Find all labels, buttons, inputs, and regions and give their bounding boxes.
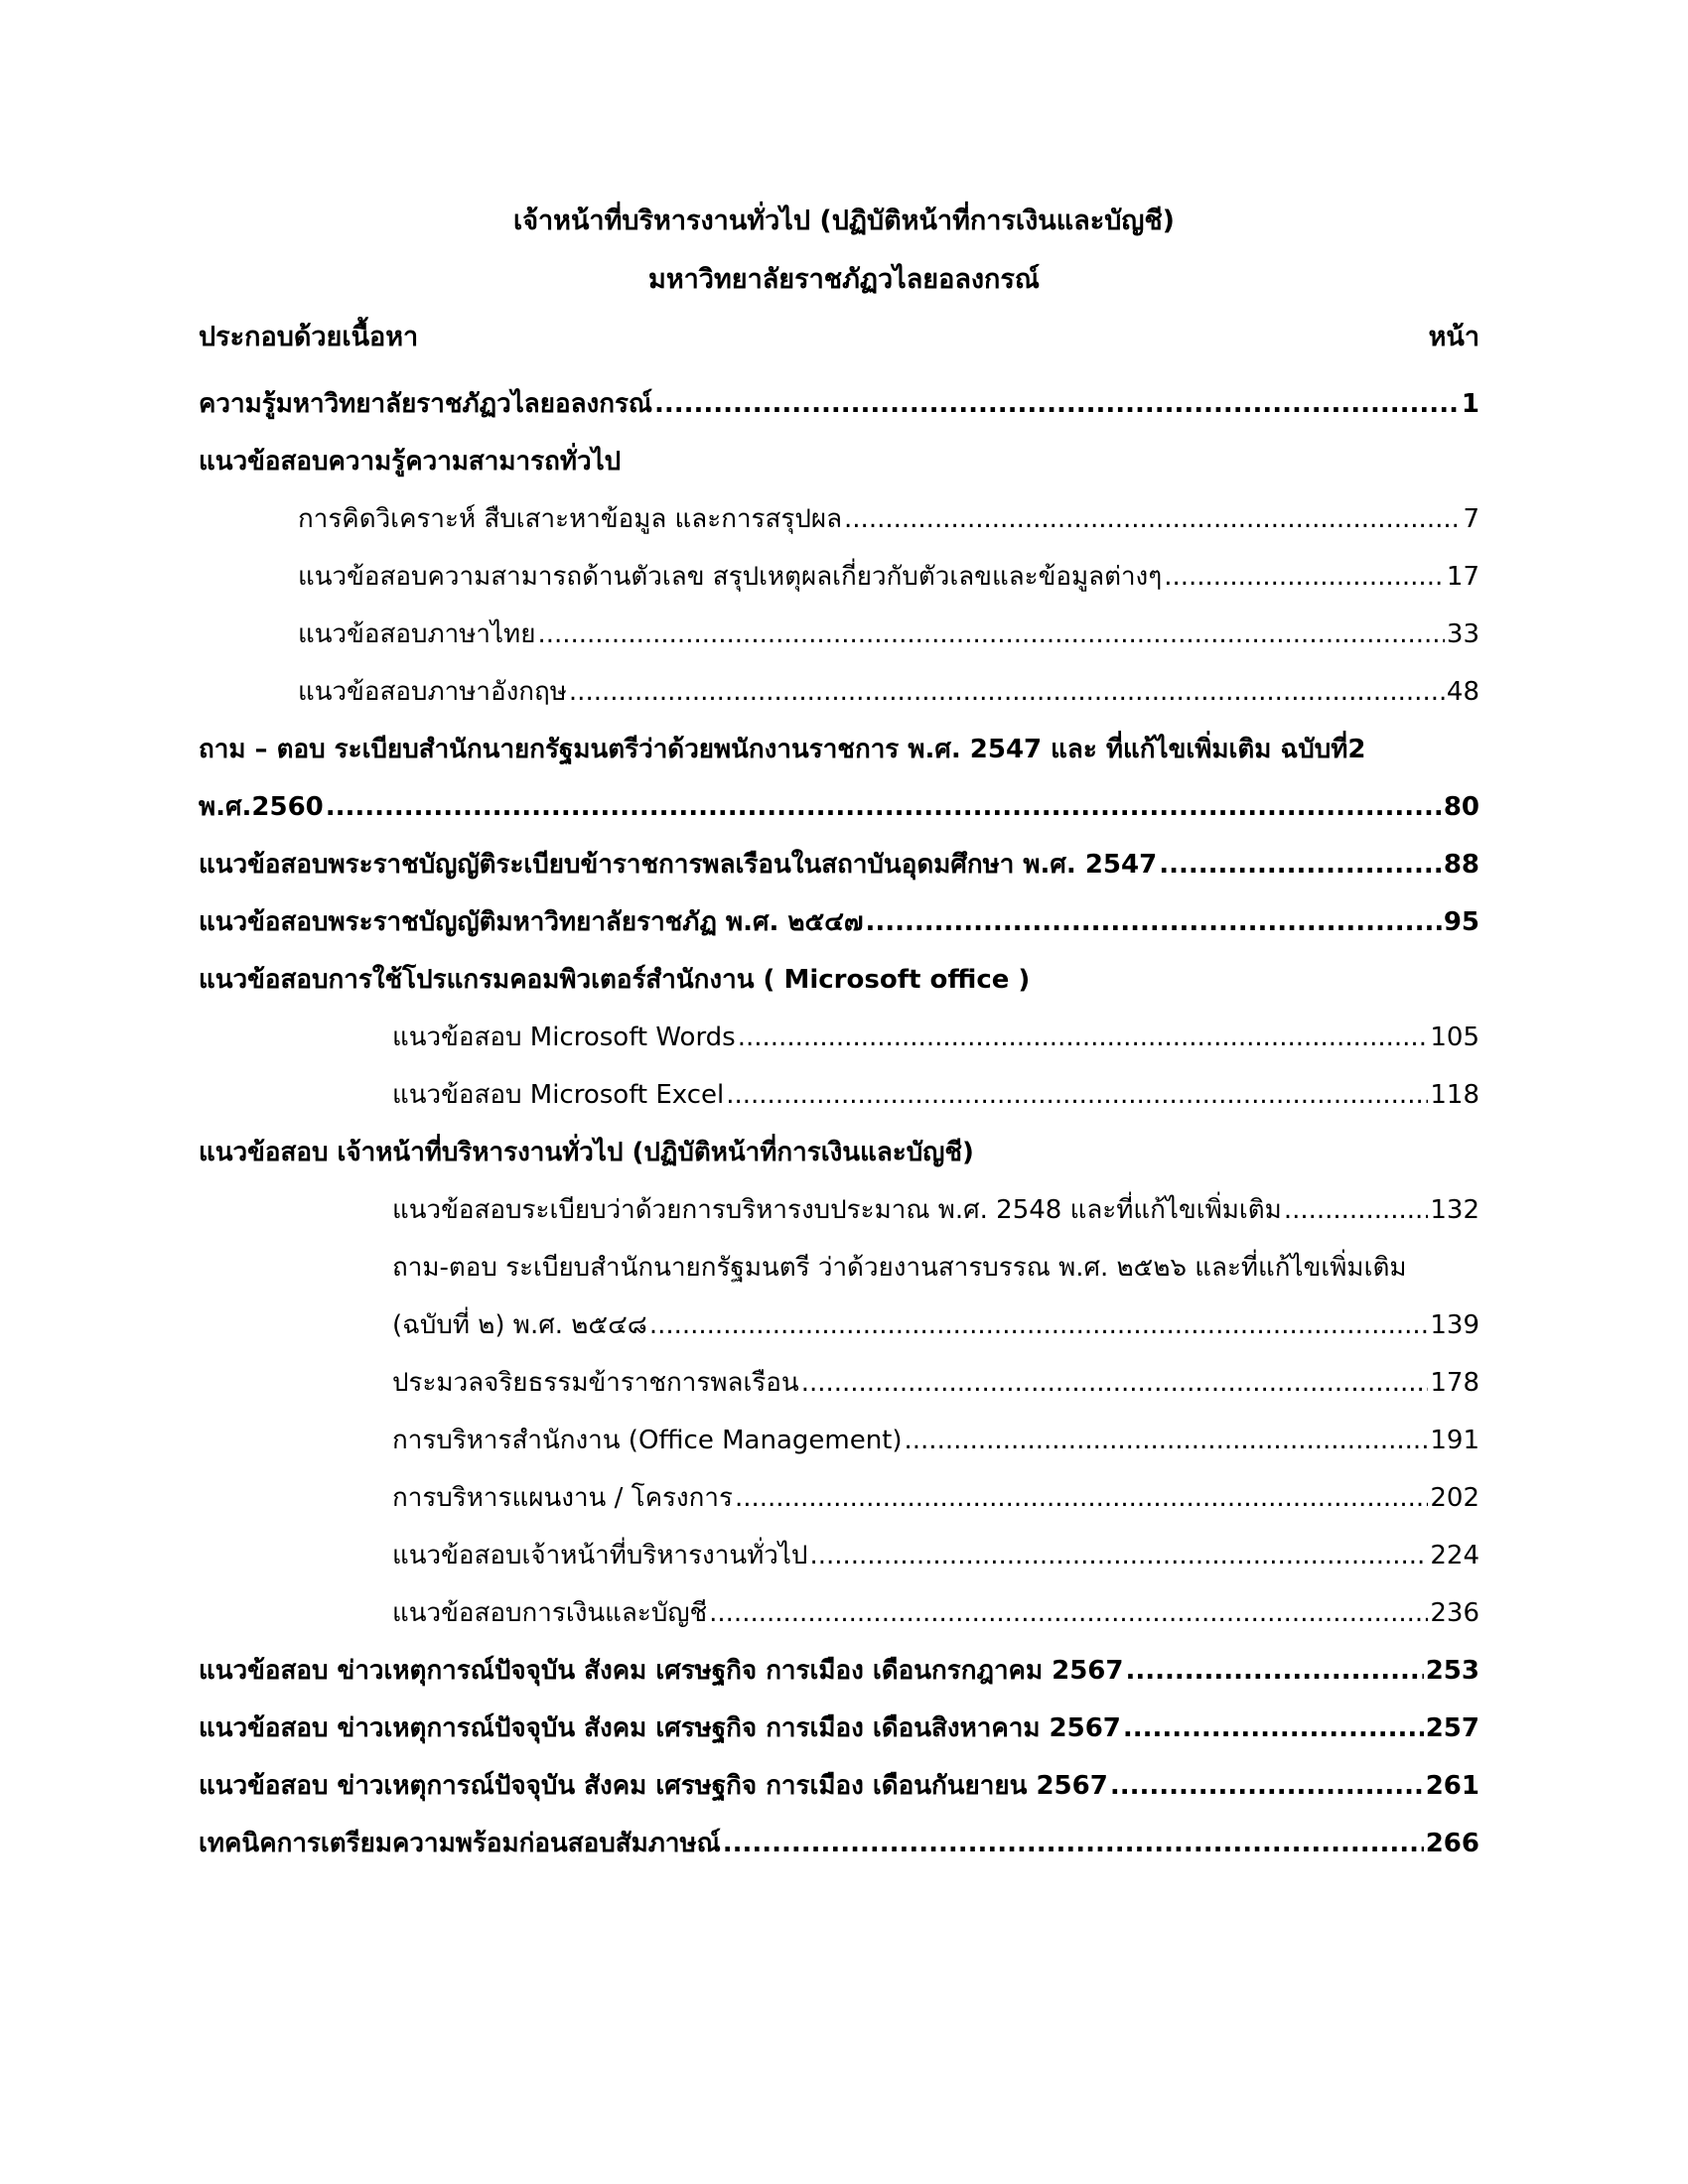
toc-entry: เทคนิคการเตรียมความพร้อมก่อนสอบสัมภาษณ์ ..... 266	[199, 1815, 1479, 1872]
contents-label: ประกอบด้วยเนื้อหา	[199, 322, 419, 352]
toc-entry: แนวข้อสอบภาษาไทย ..... 33	[199, 606, 1479, 663]
toc-entry: แนวข้อสอบ ข่าวเหตุการณ์ปัจจุบัน สังคม เศรษฐกิจ การเมือง เดือนสิงหาคาม 2567 ..... 257	[199, 1700, 1479, 1757]
document-title: เจ้าหน้าที่บริหารงานทั่วไป (ปฏิบัติหน้าที่การเงินและบัญชี)	[512, 205, 1176, 236]
toc-entry: แนวข้อสอบ Microsoft Excel ..... 118	[199, 1066, 1479, 1124]
table-of-contents	[199, 375, 1479, 1872]
toc-entry: การบริหารสำนักงาน (Office Management) ..... 191	[199, 1412, 1479, 1469]
toc-entry: แนวข้อสอบ ข่าวเหตุการณ์ปัจจุบัน สังคม เศรษฐกิจ การเมือง เดือนกรกฎาคม 2567 ..... 253	[199, 1642, 1479, 1700]
toc-entry: การคิดวิเคราะห์ สืบเสาะหาข้อมูล และการสรุปผล ..... 7	[199, 490, 1479, 548]
toc-entry-wrapped: ถาม-ตอบ ระเบียบสำนักนายกรัฐมนตรี ว่าด้วยงานสารบรรณ พ.ศ. ๒๕๒๖ และที่แก้ไขเพิ่มเติม	[392, 1253, 1407, 1283]
toc-entry: แนวข้อสอบ Microsoft Words ..... 105	[199, 1009, 1479, 1066]
toc-header	[199, 318, 1479, 357]
toc-section-heading: แนวข้อสอบความรู้ความสามารถทั่วไป	[199, 447, 622, 477]
toc-entry: แนวข้อสอบ ข่าวเหตุการณ์ปัจจุบัน สังคม เศรษฐกิจ การเมือง เดือนกันยายน 2567 ..... 261	[199, 1757, 1479, 1815]
toc-entry: แนวข้อสอบพระราชบัญญัติระเบียบข้าราชการพลเรือนในสถาบันอุดมศึกษา พ.ศ. 2547 ..... 88	[199, 836, 1479, 893]
page-label: หน้า	[1428, 322, 1479, 352]
toc-entry: ความรู้มหาวิทยาลัยราชภัฏวไลยอลงกรณ์ ..... 1	[199, 375, 1479, 433]
toc-entry: (ฉบับที่ ๒) พ.ศ. ๒๕๔๘ ..... 139	[199, 1297, 1479, 1354]
toc-entry: แนวข้อสอบการเงินและบัญชี ..... 236	[199, 1584, 1479, 1642]
toc-entry: แนวข้อสอบความสามารถด้านตัวเลข สรุปเหตุผลเกี่ยวกับตัวเลขและข้อมูลต่างๆ ..... 17	[199, 548, 1479, 606]
document-subtitle: มหาวิทยาลัยราชภัฏวไลยอลงกรณ์	[648, 264, 1040, 295]
toc-entry-wrapped: ถาม – ตอบ ระเบียบสำนักนายกรัฐมนตรีว่าด้วยพนักงานราชการ พ.ศ. 2547 และ ที่แก้ไขเพิ่มเติม ฉบับที่2	[199, 735, 1366, 764]
toc-entry: แนวข้อสอบพระราชบัญญัติมหาวิทยาลัยราชภัฏ พ.ศ. ๒๕๔๗ ..... 95	[199, 893, 1479, 951]
toc-entry: พ.ศ.2560 ..... 80	[199, 778, 1479, 836]
toc-section-heading: แนวข้อสอบ เจ้าหน้าที่บริหารงานทั่วไป (ปฏิบัติหน้าที่การเงินและบัญชี)	[199, 1138, 974, 1167]
toc-entry: แนวข้อสอบเจ้าหน้าที่บริหารงานทั่วไป ..... 224	[199, 1527, 1479, 1584]
toc-entry: การบริหารแผนงาน / โครงการ ..... 202	[199, 1469, 1479, 1527]
toc-entry: แนวข้อสอบระเบียบว่าด้วยการบริหารงบประมาณ พ.ศ. 2548 และที่แก้ไขเพิ่มเติม ..... 132	[199, 1181, 1479, 1239]
toc-entry: ประมวลจริยธรรมข้าราชการพลเรือน ..... 178	[199, 1354, 1479, 1412]
toc-section-heading: แนวข้อสอบการใช้โปรแกรมคอมพิวเตอร์สำนักงาน ( Microsoft office )	[199, 965, 1031, 995]
toc-entry: แนวข้อสอบภาษาอังกฤษ ..... 48	[199, 663, 1479, 721]
